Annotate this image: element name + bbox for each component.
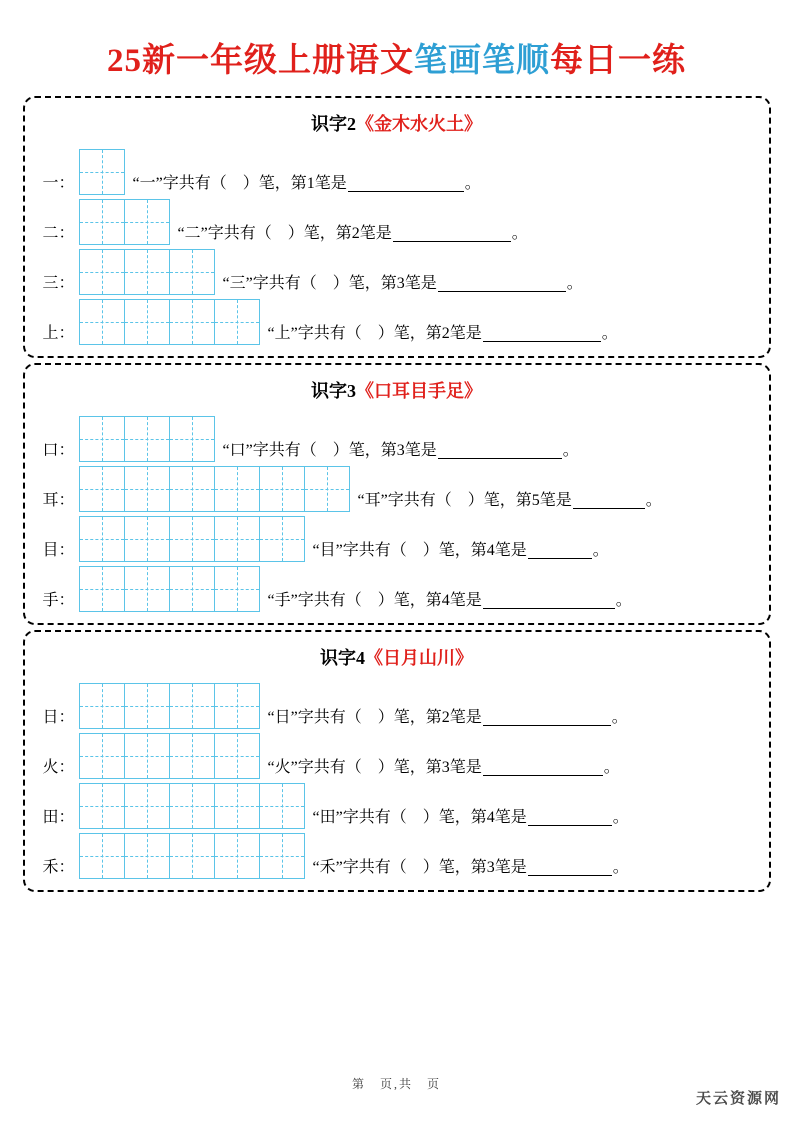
tianzige-cell[interactable] (79, 566, 125, 612)
tianzige-cell[interactable] (124, 683, 170, 729)
section-2 (23, 363, 771, 625)
tianzige-cell[interactable] (214, 299, 260, 345)
section-1 (23, 96, 771, 358)
page-title (0, 0, 793, 82)
tianzige-cell[interactable] (169, 733, 215, 779)
tianzige-cell[interactable] (169, 833, 215, 879)
question-end-punctuation: 。 (464, 174, 481, 192)
sections-container (23, 82, 771, 892)
tianzige-cell[interactable] (124, 299, 170, 345)
question-middle: ）笔，第4笔是 (422, 808, 527, 826)
character-label: 三： (42, 274, 75, 292)
title-segment-3: 每日一练 (550, 43, 686, 79)
stroke-count-answer-space[interactable] (362, 325, 378, 342)
question-end-punctuation: 。 (611, 708, 628, 726)
answer-blank-line[interactable] (393, 226, 511, 242)
question-text (313, 810, 629, 830)
exercise-row (25, 730, 769, 780)
question-prefix: “上”字共有（ (267, 324, 362, 342)
question-middle: ）笔，第3笔是 (332, 274, 437, 292)
tianzige-cell[interactable] (124, 783, 170, 829)
exercise-row (25, 146, 769, 196)
question-middle: ）笔，第1笔是 (242, 174, 347, 192)
page-footer: 第 页,共 页 (351, 1077, 441, 1091)
section-3 (23, 630, 771, 892)
question-text (313, 860, 629, 880)
section-book-name: 《金木水火土》 (356, 113, 482, 134)
stroke-count-answer-space[interactable] (227, 175, 243, 192)
answer-blank-line[interactable] (438, 276, 566, 292)
tianzige-cell[interactable] (79, 783, 125, 829)
tianzige-grid[interactable] (79, 783, 305, 829)
question-prefix: “田”字共有（ (312, 808, 407, 826)
tianzige-cell[interactable] (79, 149, 125, 195)
question-text (268, 326, 618, 346)
answer-blank-line[interactable] (573, 493, 645, 509)
tianzige-grid[interactable] (79, 249, 215, 295)
tianzige-cell[interactable] (169, 466, 215, 512)
tianzige-grid[interactable] (79, 733, 260, 779)
tianzige-cell[interactable] (79, 516, 125, 562)
question-prefix: “目”字共有（ (312, 541, 407, 559)
character-label: 口： (42, 441, 75, 459)
exercise-row (25, 196, 769, 246)
answer-blank-line[interactable] (483, 760, 603, 776)
answer-blank-line[interactable] (483, 593, 615, 609)
title-segment-1: 25新一年级上册语文 (107, 43, 414, 79)
stroke-count-answer-space[interactable] (407, 542, 423, 559)
tianzige-cell[interactable] (169, 516, 215, 562)
tianzige-cell[interactable] (124, 516, 170, 562)
tianzige-cell[interactable] (79, 833, 125, 879)
question-text (358, 493, 662, 513)
stroke-count-answer-space[interactable] (317, 442, 333, 459)
question-middle: ）笔，第4笔是 (422, 541, 527, 559)
tianzige-cell[interactable] (124, 466, 170, 512)
section-label: 识字2 (311, 113, 356, 134)
section-label: 识字3 (311, 380, 356, 401)
question-prefix: “日”字共有（ (267, 708, 362, 726)
question-end-punctuation: 。 (601, 324, 618, 342)
character-label: 火： (42, 758, 75, 776)
tianzige-cell[interactable] (214, 516, 260, 562)
answer-blank-line[interactable] (438, 443, 562, 459)
question-text (133, 176, 481, 196)
answer-blank-line[interactable] (348, 176, 464, 192)
tianzige-cell[interactable] (214, 683, 260, 729)
tianzige-cell[interactable] (214, 566, 260, 612)
tianzige-grid[interactable] (79, 833, 305, 879)
tianzige-cell[interactable] (214, 466, 260, 512)
tianzige-cell[interactable] (214, 783, 260, 829)
answer-blank-line[interactable] (528, 810, 612, 826)
question-end-punctuation: 。 (566, 274, 583, 292)
tianzige-cell[interactable] (304, 466, 350, 512)
answer-blank-line[interactable] (528, 860, 612, 876)
tianzige-cell[interactable] (214, 733, 260, 779)
stroke-count-answer-space[interactable] (407, 809, 423, 826)
question-text (268, 710, 628, 730)
exercise-row (25, 296, 769, 346)
character-label: 手： (42, 591, 75, 609)
section-title (25, 377, 769, 403)
exercise-row (25, 563, 769, 613)
question-end-punctuation: 。 (562, 441, 579, 459)
exercise-row (25, 513, 769, 563)
question-prefix: “禾”字共有（ (312, 858, 407, 876)
tianzige-grid[interactable] (79, 516, 305, 562)
exercise-row (25, 680, 769, 730)
tianzige-cell[interactable] (124, 733, 170, 779)
tianzige-cell[interactable] (259, 466, 305, 512)
question-text (178, 226, 528, 246)
question-end-punctuation: 。 (612, 858, 629, 876)
character-label: 二： (42, 224, 75, 242)
title-segment-2: 笔画笔顺 (414, 43, 550, 79)
question-end-punctuation: 。 (603, 758, 620, 776)
tianzige-grid[interactable] (79, 683, 260, 729)
question-text (268, 593, 632, 613)
question-prefix: “火”字共有（ (267, 758, 362, 776)
question-middle: ）笔，第3笔是 (422, 858, 527, 876)
tianzige-cell[interactable] (79, 466, 125, 512)
question-middle: ）笔，第4笔是 (377, 591, 482, 609)
question-middle: ）笔，第2笔是 (377, 708, 482, 726)
answer-blank-line[interactable] (483, 710, 611, 726)
question-prefix: “三”字共有（ (222, 274, 317, 292)
tianzige-cell[interactable] (169, 683, 215, 729)
watermark: 天云资源网 (695, 1089, 781, 1107)
section-title (25, 644, 769, 670)
question-middle: ）笔，第3笔是 (332, 441, 437, 459)
answer-blank-line[interactable] (483, 326, 601, 342)
question-middle: ）笔，第2笔是 (377, 324, 482, 342)
tianzige-cell[interactable] (79, 733, 125, 779)
question-end-punctuation: 。 (612, 808, 629, 826)
question-end-punctuation: 。 (645, 491, 662, 509)
section-title (25, 110, 769, 136)
question-middle: ）笔，第5笔是 (467, 491, 572, 509)
character-label: 上： (42, 324, 75, 342)
section-label: 识字4 (320, 647, 365, 668)
exercise-row (25, 830, 769, 880)
tianzige-cell[interactable] (124, 566, 170, 612)
answer-blank-line[interactable] (528, 543, 592, 559)
character-label: 田： (42, 808, 75, 826)
character-label: 一： (42, 174, 75, 192)
tianzige-cell[interactable] (79, 416, 125, 462)
tianzige-cell[interactable] (79, 249, 125, 295)
section-book-name: 《日月山川》 (365, 647, 473, 668)
character-label: 禾： (42, 858, 75, 876)
tianzige-grid[interactable] (79, 466, 350, 512)
question-text (223, 276, 583, 296)
question-prefix: “一”字共有（ (132, 174, 227, 192)
character-label: 耳： (42, 491, 75, 509)
stroke-count-answer-space[interactable] (362, 592, 378, 609)
stroke-count-answer-space[interactable] (452, 492, 468, 509)
question-prefix: “二”字共有（ (177, 224, 272, 242)
question-end-punctuation: 。 (511, 224, 528, 242)
question-middle: ）笔，第2笔是 (287, 224, 392, 242)
question-text (223, 443, 579, 463)
stroke-count-answer-space[interactable] (272, 225, 288, 242)
tianzige-cell[interactable] (124, 416, 170, 462)
stroke-count-answer-space[interactable] (317, 275, 333, 292)
tianzige-grid[interactable] (79, 199, 170, 245)
tianzige-cell[interactable] (79, 199, 125, 245)
question-end-punctuation: 。 (592, 541, 609, 559)
question-text (268, 760, 620, 780)
tianzige-grid[interactable] (79, 149, 125, 195)
tianzige-grid[interactable] (79, 299, 260, 345)
exercise-row (25, 246, 769, 296)
character-label: 日： (42, 708, 75, 726)
tianzige-cell[interactable] (259, 783, 305, 829)
question-prefix: “手”字共有（ (267, 591, 362, 609)
tianzige-cell[interactable] (169, 783, 215, 829)
tianzige-cell[interactable] (124, 833, 170, 879)
tianzige-grid[interactable] (79, 416, 215, 462)
tianzige-cell[interactable] (169, 299, 215, 345)
question-text (313, 543, 609, 563)
tianzige-cell[interactable] (169, 249, 215, 295)
tianzige-cell[interactable] (259, 516, 305, 562)
exercise-row (25, 413, 769, 463)
exercise-row (25, 463, 769, 513)
tianzige-cell[interactable] (214, 833, 260, 879)
tianzige-cell[interactable] (79, 683, 125, 729)
stroke-count-answer-space[interactable] (362, 759, 378, 776)
question-prefix: “耳”字共有（ (357, 491, 452, 509)
stroke-count-answer-space[interactable] (362, 709, 378, 726)
question-prefix: “口”字共有（ (222, 441, 317, 459)
tianzige-cell[interactable] (124, 249, 170, 295)
exercise-row (25, 780, 769, 830)
question-end-punctuation: 。 (615, 591, 632, 609)
tianzige-cell[interactable] (169, 566, 215, 612)
question-middle: ）笔，第3笔是 (377, 758, 482, 776)
section-book-name: 《口耳目手足》 (356, 380, 482, 401)
stroke-count-answer-space[interactable] (407, 859, 423, 876)
tianzige-cell[interactable] (124, 199, 170, 245)
tianzige-cell[interactable] (169, 416, 215, 462)
character-label: 目： (42, 541, 75, 559)
tianzige-cell[interactable] (79, 299, 125, 345)
tianzige-cell[interactable] (259, 833, 305, 879)
tianzige-grid[interactable] (79, 566, 260, 612)
